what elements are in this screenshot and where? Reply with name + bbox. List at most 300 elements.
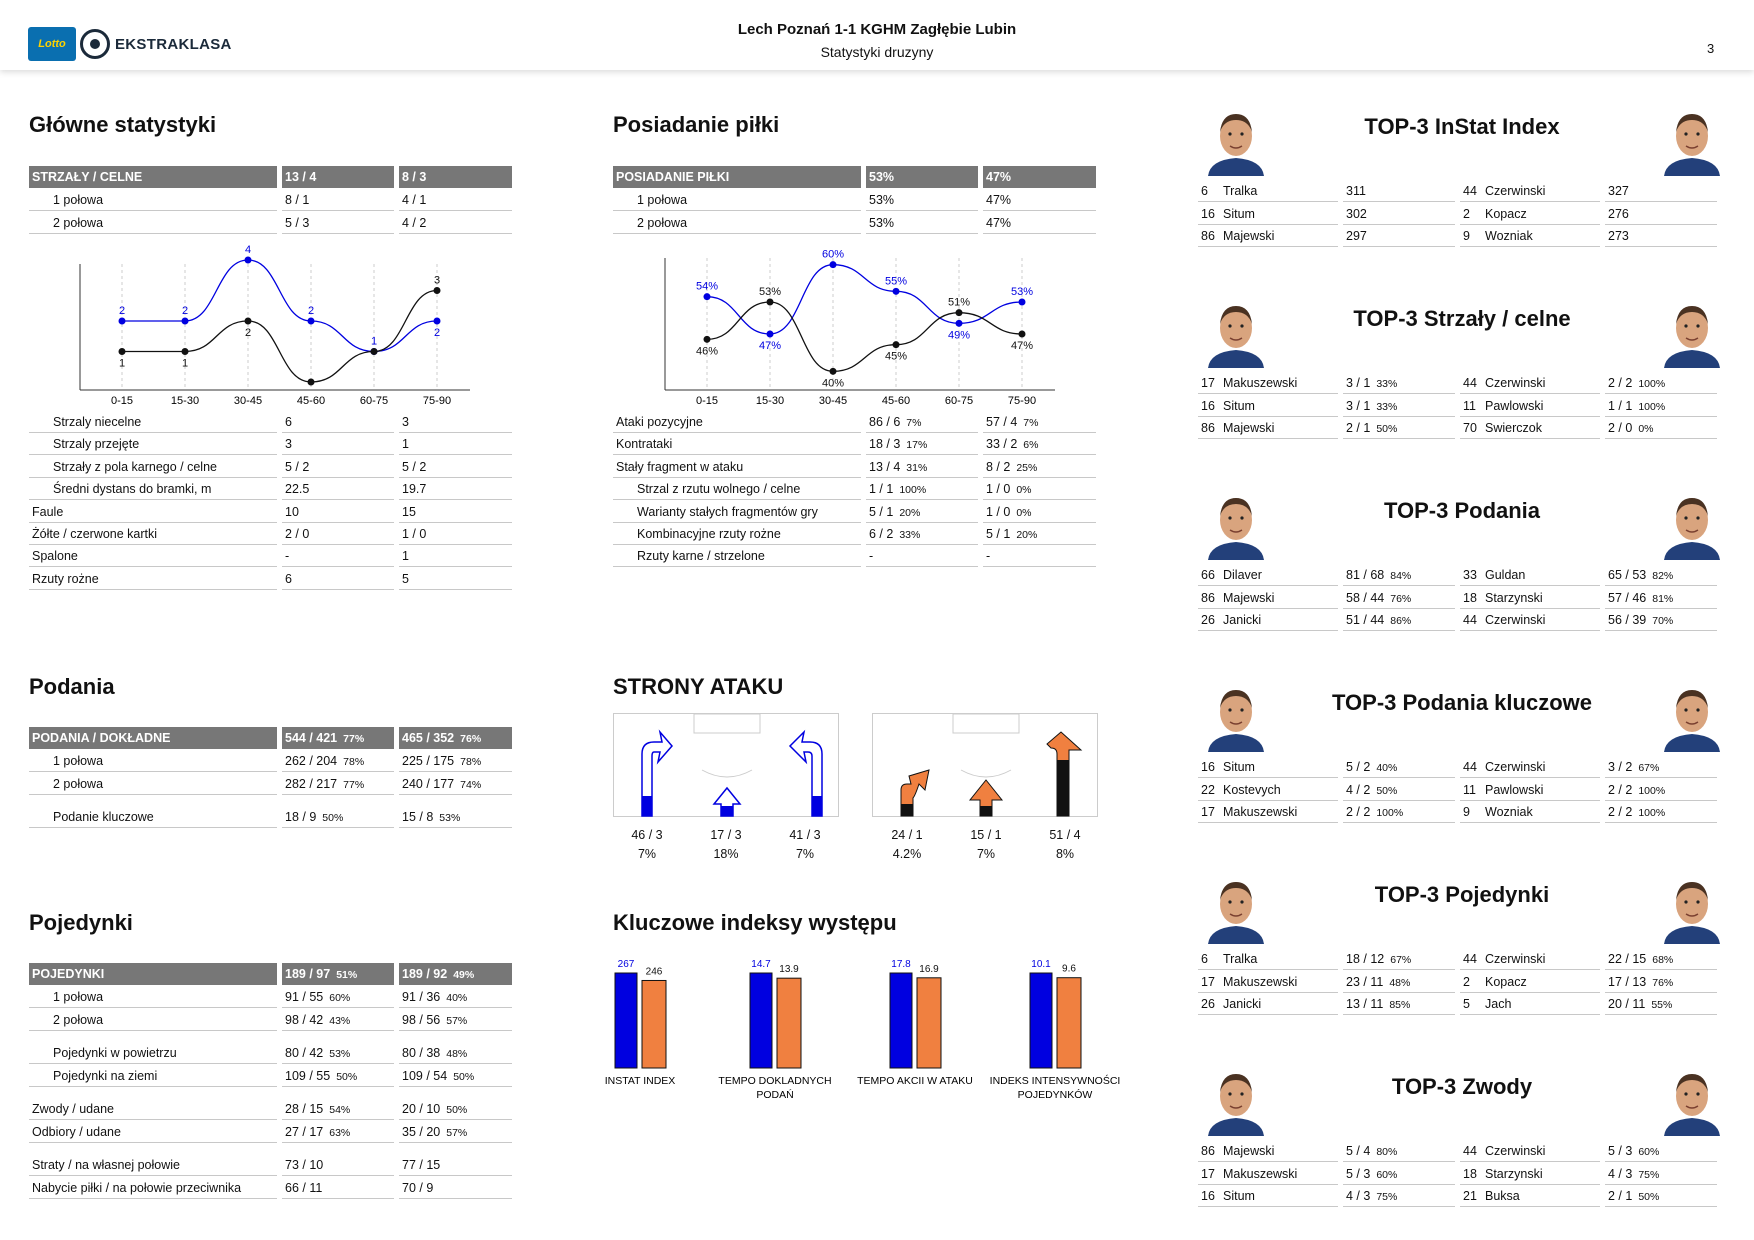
top3-row: [1198, 993, 1717, 1015]
away-player-name: [1460, 180, 1600, 202]
top3-row: [1198, 801, 1717, 823]
data-label: 47%: [1010, 340, 1034, 352]
home-value-value: 1 / 1: [869, 482, 894, 497]
away-player-name: [1460, 609, 1600, 631]
away-player-value: [1605, 609, 1717, 631]
index-label: TEMPO AKCII W ATAKU: [857, 1075, 973, 1087]
home-player-value: [1343, 1140, 1455, 1162]
row-label-value: Pojedynki w powietrzu: [53, 1046, 177, 1060]
away-value-value: 1 / 0: [402, 527, 427, 541]
home-value-value: 18 / 3: [869, 437, 901, 452]
away-value-value: 77 / 15: [402, 1158, 441, 1172]
home-value: [282, 568, 394, 590]
away-value-value: 47%: [986, 170, 1012, 184]
main-stats-title: Główne statystyki: [29, 112, 217, 137]
table-row: [29, 1177, 512, 1199]
table-row: [613, 411, 1096, 433]
player-value: 56 / 39: [1608, 613, 1647, 627]
player-number: 18: [1463, 1166, 1477, 1181]
away-player-name: [1460, 948, 1600, 970]
home-value-pct: 77%: [343, 778, 365, 791]
row-label-value: Stały fragment w ataku: [616, 459, 744, 474]
row-label: [613, 545, 861, 567]
home-value-value: 6: [285, 571, 292, 586]
player-number: 44: [1463, 376, 1477, 390]
row-label-value: Warianty stałych fragmentów gry: [637, 504, 818, 519]
away-value-pct: 76%: [460, 733, 482, 745]
home-value-value: 2 / 0: [285, 527, 310, 541]
home-value: [866, 456, 978, 478]
away-value-pct: 40%: [446, 992, 468, 1004]
key-indices-title: Kluczowe indeksy występu: [613, 910, 897, 935]
home-value: [282, 456, 394, 478]
away-value: [983, 501, 1096, 523]
away-value-value: 15 / 8: [402, 810, 434, 824]
data-point: [119, 318, 126, 325]
home-value-pct: 17%: [906, 439, 928, 452]
home-value-value: 262 / 204: [285, 754, 338, 768]
away-value-pct: 25%: [1016, 461, 1038, 474]
away-player-name: [1460, 1185, 1600, 1207]
home-value: [282, 986, 394, 1008]
page-header: [0, 0, 1754, 70]
player-pct: 76%: [1652, 976, 1674, 989]
top3-row: [1198, 948, 1717, 970]
away-value: [399, 1177, 512, 1199]
player-pct: 68%: [1652, 954, 1674, 966]
data-point: [308, 379, 315, 386]
home-value-value: 22.5: [285, 482, 310, 497]
table-row: [613, 545, 1096, 567]
away-bar-label: 246: [645, 966, 663, 978]
away-value-pct: 57%: [446, 1014, 468, 1027]
player-value: 2 / 2: [1608, 805, 1633, 819]
player-pct: 75%: [1638, 1168, 1660, 1181]
attack-sides-title: STRONY ATAKU: [613, 674, 784, 699]
home-value: [282, 1098, 394, 1120]
data-point: [182, 318, 189, 325]
top3-row: [1198, 1185, 1717, 1207]
away-player-name: [1460, 372, 1600, 394]
row-label: [29, 1009, 277, 1031]
away-value: [399, 1009, 512, 1031]
home-value: [866, 501, 978, 523]
away-value: [399, 727, 512, 749]
home-value-value: 544 / 421: [285, 731, 338, 745]
index-label: INSTAT INDEX: [604, 1075, 676, 1087]
player-value: 2 / 1: [1346, 421, 1371, 435]
away-value-value: 57 / 4: [986, 415, 1018, 429]
data-point: [245, 257, 252, 264]
player-pct: 67%: [1390, 954, 1412, 966]
row-label: [613, 189, 861, 211]
home-player-avatar: [1204, 490, 1268, 560]
row-label: [29, 727, 277, 749]
away-bar-label: 9.6: [1062, 963, 1076, 975]
away-value: [399, 1121, 512, 1143]
away-value: [399, 806, 512, 828]
home-value-value: 109 / 55: [285, 1068, 331, 1083]
home-attack-right: 41 / 3 7%: [789, 828, 821, 861]
player-name: Majewski: [1223, 590, 1275, 605]
away-value: [399, 545, 512, 567]
player-name: Czerwinski: [1485, 613, 1546, 627]
home-value-value: 27 / 17: [285, 1124, 324, 1139]
away-player-value: [1605, 801, 1717, 823]
data-label: 2: [307, 305, 315, 317]
data-point: [119, 348, 126, 355]
data-label: 40%: [821, 377, 845, 390]
home-bar-label: 14.7: [751, 959, 771, 970]
home-value-value: 86 / 6: [869, 415, 901, 429]
home-value: [866, 166, 978, 188]
player-name: Buksa: [1485, 1189, 1520, 1203]
home-player-avatar: [1204, 298, 1268, 368]
home-value-pct: 63%: [329, 1126, 351, 1139]
away-bar: [642, 980, 666, 1068]
table-row: [29, 1042, 512, 1064]
home-value-value: 28 / 15: [285, 1102, 324, 1116]
home-value-pct: 60%: [329, 992, 351, 1004]
away-player-value: [1605, 971, 1717, 993]
away-value: [399, 750, 512, 772]
away-value-value: 189 / 92: [402, 967, 448, 981]
away-player-name: [1460, 801, 1600, 823]
away-value-pct: 53%: [439, 812, 461, 824]
home-value-value: 6: [285, 415, 292, 429]
away-value-pct: 50%: [453, 1070, 475, 1083]
table-row: [29, 433, 512, 455]
player-number: 2: [1463, 206, 1470, 221]
series-line-1: [707, 302, 1022, 371]
away-value: [399, 1098, 512, 1120]
away-value-pct: 0%: [1016, 506, 1032, 519]
x-tick-label: 15-30: [755, 395, 785, 407]
table-row: [613, 433, 1096, 455]
player-name: Czerwinski: [1485, 1144, 1546, 1158]
row-label-value: Straty / na własnej połowie: [32, 1158, 180, 1172]
home-value: [282, 963, 394, 985]
away-attack-left: 24 / 1 4.2%: [891, 828, 923, 861]
player-name: Situm: [1223, 760, 1255, 774]
away-value: [399, 1154, 512, 1176]
player-number: 11: [1463, 782, 1476, 797]
home-value-value: 98 / 42: [285, 1012, 324, 1027]
possession-chart: [655, 242, 1055, 407]
away-player-value: [1605, 948, 1717, 970]
home-value: [282, 773, 394, 795]
away-player-avatar: [1660, 874, 1724, 944]
home-value: [866, 523, 978, 545]
away-value: [983, 189, 1096, 211]
row-label: [29, 1065, 277, 1087]
home-value: [866, 433, 978, 455]
top3-row: [1198, 587, 1717, 609]
away-value-value: 8 / 2: [986, 459, 1011, 474]
home-value: [282, 478, 394, 500]
home-player-value: [1343, 587, 1455, 609]
home-player-name: [1198, 417, 1338, 439]
player-name: Situm: [1223, 206, 1255, 221]
player-pct: 50%: [1638, 1191, 1660, 1203]
player-number: 70: [1463, 421, 1477, 435]
player-name: Makuszewski: [1223, 974, 1298, 989]
away-value-pct: 57%: [446, 1126, 468, 1139]
data-point: [371, 348, 378, 355]
away-value: [399, 523, 512, 545]
home-player-name: [1198, 971, 1338, 993]
home-value: [282, 189, 394, 211]
player-pct: 48%: [1389, 976, 1411, 989]
player-name: Majewski: [1223, 1144, 1275, 1158]
player-value: 58 / 44: [1346, 590, 1385, 605]
player-pct: 81%: [1652, 592, 1674, 605]
home-bar-label: 267: [617, 959, 635, 970]
data-label: 3: [433, 274, 441, 287]
player-pct: 33%: [1376, 378, 1398, 390]
away-value: [983, 523, 1096, 545]
player-number: 86: [1201, 1144, 1215, 1158]
player-name: Kopacz: [1485, 206, 1527, 221]
away-value: [983, 456, 1096, 478]
home-value-value: 5 / 3: [285, 215, 310, 230]
row-label-value: 1 połowa: [53, 990, 104, 1004]
away-value-pct: 6%: [1023, 439, 1039, 452]
away-value-value: 19.7: [402, 482, 427, 497]
row-label-value: POJEDYNKI: [32, 967, 105, 981]
home-value-value: -: [285, 549, 290, 564]
away-value-value: 33 / 2: [986, 437, 1018, 452]
player-pct: 82%: [1652, 570, 1674, 582]
possession-title: Posiadanie piłki: [613, 112, 780, 137]
row-label: [613, 411, 861, 433]
home-value-pct: 51%: [336, 969, 358, 981]
home-value: [282, 727, 394, 749]
away-value: [399, 456, 512, 478]
away-value-pct: 20%: [1016, 529, 1038, 541]
away-player-name: [1460, 1140, 1600, 1162]
home-value: [282, 501, 394, 523]
x-tick-label: 75-90: [1007, 395, 1037, 407]
home-player-avatar: [1204, 106, 1268, 176]
table-row: [613, 523, 1096, 545]
row-label-value: Spalone: [32, 549, 78, 564]
row-label: [29, 166, 277, 188]
row-label: [29, 456, 277, 478]
row-label-value: Ataki pozycyjne: [616, 415, 703, 429]
away-value-value: 8 / 3: [402, 170, 427, 184]
away-value: [399, 411, 512, 433]
away-value-value: 4 / 1: [402, 193, 427, 207]
home-player-avatar: [1204, 874, 1268, 944]
home-value-value: 189 / 97: [285, 967, 331, 981]
away-player-value: [1605, 1185, 1717, 1207]
home-player-name: [1198, 756, 1338, 778]
player-number: 9: [1463, 805, 1470, 819]
player-name: Czerwinski: [1485, 760, 1546, 774]
player-value: 2 / 2: [1346, 805, 1371, 819]
home-value: [282, 1065, 394, 1087]
table-row: [29, 773, 512, 795]
home-attack-pitch: [613, 713, 839, 817]
table-row: [29, 986, 512, 1008]
data-label: 1: [370, 335, 378, 348]
player-name: Jach: [1485, 997, 1512, 1011]
row-label-value: Strzaly przejęte: [53, 437, 140, 452]
away-value-value: 1: [402, 437, 409, 452]
top3-title: TOP-3 Podania kluczowe: [1332, 690, 1592, 715]
player-number: 86: [1201, 590, 1215, 605]
away-value: [983, 411, 1096, 433]
player-value: 4 / 2: [1346, 782, 1371, 797]
data-point: [1019, 299, 1026, 306]
row-label: [29, 545, 277, 567]
home-value: [866, 189, 978, 211]
x-tick-label: 30-45: [233, 395, 263, 407]
row-label-value: 2 połowa: [53, 215, 104, 230]
away-value-value: 80 / 38: [402, 1046, 441, 1060]
player-pct: 60%: [1638, 1146, 1660, 1158]
top3-row: [1198, 1140, 1717, 1162]
player-value: 81 / 68: [1346, 568, 1385, 582]
away-value-pct: 78%: [460, 756, 482, 768]
home-value-pct: 31%: [906, 461, 928, 474]
home-player-name: [1198, 225, 1338, 247]
data-point: [956, 309, 963, 316]
player-pct: 67%: [1638, 762, 1660, 774]
home-player-value: [1343, 993, 1455, 1015]
player-number: 2: [1463, 974, 1470, 989]
home-player-name: [1198, 948, 1338, 970]
home-value: [282, 411, 394, 433]
row-label-value: Nabycie piłki / na połowie przeciwnika: [32, 1180, 242, 1195]
player-name: Guldan: [1485, 568, 1526, 582]
home-player-value: [1343, 971, 1455, 993]
match-title: Lech Poznań 1-1 KGHM Zagłębie Lubin: [737, 21, 1017, 38]
home-player-name: [1198, 395, 1338, 417]
home-value-value: 3: [285, 437, 292, 452]
home-player-name: [1198, 1185, 1338, 1207]
away-player-value: [1605, 180, 1717, 202]
player-pct: 40%: [1376, 762, 1398, 774]
row-label-value: Zwody / udane: [32, 1102, 114, 1116]
home-player-value: [1343, 225, 1455, 247]
data-point: [893, 341, 900, 348]
player-number: 6: [1201, 184, 1208, 198]
player-value: 23 / 11: [1346, 974, 1384, 989]
player-number: 44: [1463, 760, 1477, 774]
home-value-value: 6 / 2: [869, 527, 894, 541]
player-number: 17: [1201, 805, 1215, 819]
player-value: 3 / 1: [1346, 376, 1371, 390]
row-label: [29, 189, 277, 211]
home-player-value: [1343, 779, 1455, 801]
away-value-value: 465 / 352: [402, 731, 455, 745]
home-player-value: [1343, 1163, 1455, 1185]
home-bar: [1030, 973, 1052, 1068]
row-label: [29, 1177, 277, 1199]
player-number: 21: [1463, 1189, 1477, 1203]
data-point: [704, 336, 711, 343]
away-bar: [917, 978, 941, 1068]
table-row: [29, 411, 512, 433]
table-row: [613, 189, 1096, 211]
player-number: 26: [1201, 997, 1215, 1011]
data-label: 51%: [947, 296, 971, 309]
home-value: [282, 523, 394, 545]
player-pct: 100%: [1376, 807, 1404, 819]
away-bar: [1057, 978, 1081, 1068]
player-pct: 33%: [1376, 400, 1398, 413]
home-player-value: [1343, 609, 1455, 631]
player-number: 16: [1201, 398, 1215, 413]
player-pct: 70%: [1652, 615, 1674, 627]
row-label-value: Kontrataki: [616, 437, 673, 452]
row-label: [29, 411, 277, 433]
player-number: 9: [1463, 229, 1470, 243]
x-tick-label: 75-90: [422, 395, 452, 407]
data-label: 1: [118, 357, 126, 370]
away-player-avatar: [1660, 298, 1724, 368]
top3-row: [1198, 395, 1717, 417]
series-line-1: [122, 291, 437, 383]
away-value-value: 4 / 2: [402, 215, 427, 230]
player-number: 86: [1201, 421, 1215, 435]
away-value: [399, 963, 512, 985]
player-value: 311: [1346, 184, 1366, 198]
player-number: 11: [1463, 398, 1476, 413]
top3-title: TOP-3 Zwody: [1391, 1074, 1533, 1099]
row-label: [613, 523, 861, 545]
home-value-value: 66 / 11: [285, 1180, 323, 1195]
player-name: Makuszewski: [1223, 1166, 1298, 1181]
x-tick-label: 60-75: [944, 395, 974, 407]
player-number: 16: [1201, 1189, 1215, 1203]
index-label-2: PODAŃ: [756, 1089, 794, 1101]
home-value-value: 8 / 1: [285, 193, 310, 207]
away-player-name: [1460, 971, 1600, 993]
player-pct: 86%: [1390, 615, 1412, 627]
away-player-value: [1605, 587, 1717, 609]
home-value-pct: 78%: [343, 756, 365, 768]
home-player-value: [1343, 372, 1455, 394]
table-row: [29, 523, 512, 545]
home-player-name: [1198, 609, 1338, 631]
page-number: 3: [1707, 41, 1715, 56]
top3-row: [1198, 225, 1717, 247]
away-player-value: [1605, 756, 1717, 778]
row-label: [613, 433, 861, 455]
away-value: [983, 433, 1096, 455]
x-tick-label: 45-60: [296, 395, 326, 407]
away-value-value: -: [986, 549, 991, 564]
home-value-value: 13 / 4: [285, 170, 317, 184]
home-value: [282, 166, 394, 188]
away-value-value: 47%: [986, 215, 1012, 230]
player-name: Tralka: [1223, 952, 1258, 966]
row-label: [29, 568, 277, 590]
home-value: [866, 411, 978, 433]
top3-row: [1198, 180, 1717, 202]
table-row: [29, 456, 512, 478]
away-player-name: [1460, 417, 1600, 439]
away-value: [399, 986, 512, 1008]
row-label-value: 1 połowa: [637, 193, 688, 207]
row-label: [29, 478, 277, 500]
away-value: [983, 212, 1096, 234]
player-name: Pawlowski: [1485, 398, 1544, 413]
table-row: [29, 1154, 512, 1176]
